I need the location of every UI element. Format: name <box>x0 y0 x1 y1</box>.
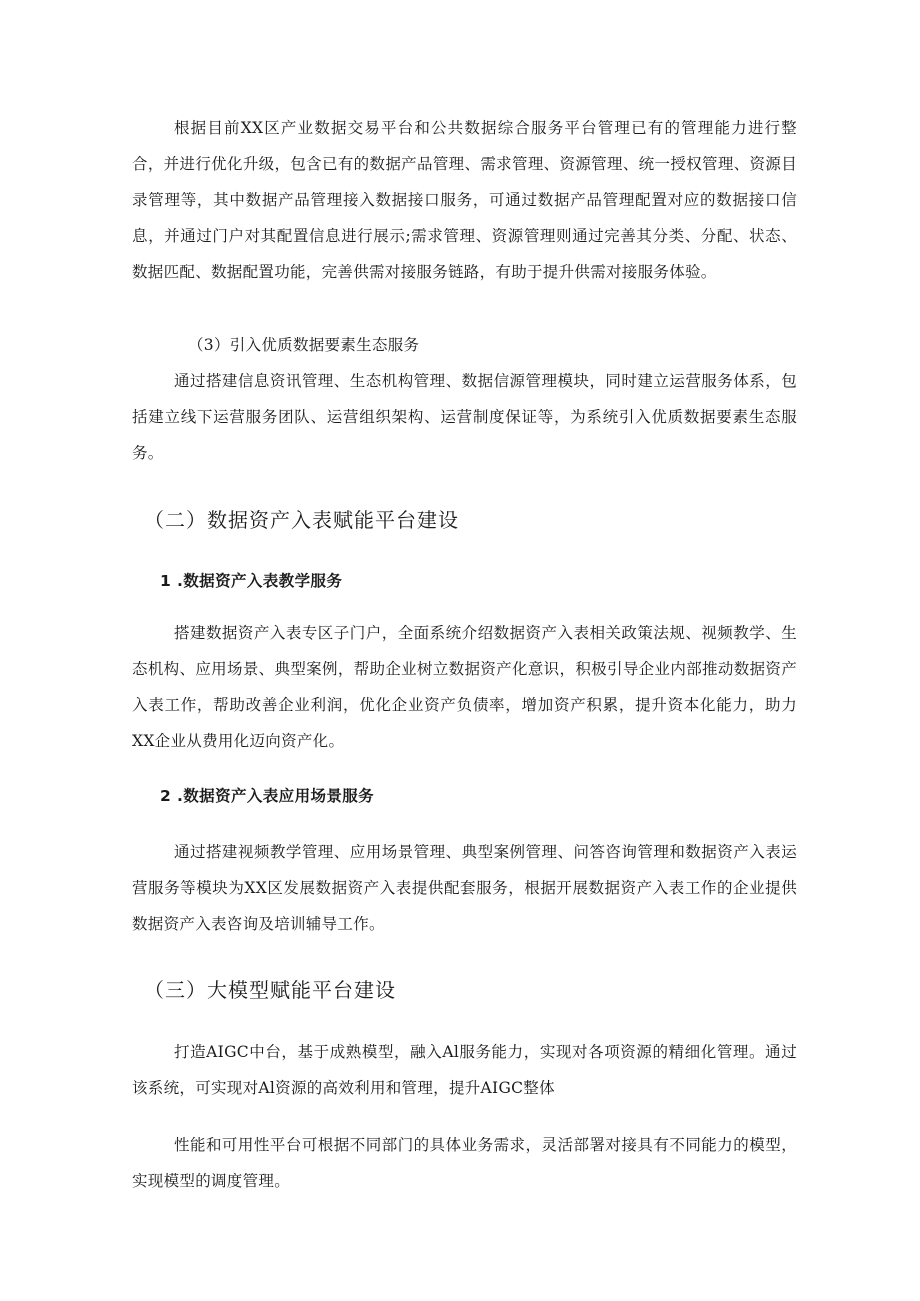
paragraph-platform-integration: 根据目前XX区产业数据交易平台和公共数据综合服务平台管理已有的管理能力进行整合，并进行优化升级，包含已有的数据产品管理、需求管理、资源管理、统一授权管理、资源目录管理等，其中数据产品管理接入数据接口服务，可通过数据产品管理配置对应的数据接口信息，并通过门户对其配置信息进行展示;需求管理、资源管理则通过完善其分类、分配、状态、数据匹配、数据配置功能，完善供需对接服务链路，有助于提升供需对接服务体验。 <box>132 119 797 281</box>
paragraph-aigc-platform: 打造AIGC中台，基于成熟模型，融入Al服务能力，实现对各项资源的精细化管理。通过该系统，可实现对Al资源的高效利用和管理，提升AIGC整体 <box>132 1043 797 1097</box>
subheading-ecosystem-services: （3）引入优质数据要素生态服务 <box>188 336 420 354</box>
section-title-large-model-platform: （三）大模型赋能平台建设 <box>144 978 396 1002</box>
paragraph-application-scenarios: 通过搭建视频教学管理、应用场景管理、典型案例管理、问答咨询管理和数据资产入表运营服务等模块为XX区发展数据资产入表提供配套服务，根据开展数据资产入表工作的企业提供数据资产入表咨询及培训辅导工作。 <box>132 843 797 933</box>
paragraph-ecosystem-services: 通过搭建信息资讯管理、生态机构管理、数据信源管理模块，同时建立运营服务体系，包括建立线下运营服务团队、运营组织架构、运营制度保证等，为系统引入优质数据要素生态服务。 <box>132 372 797 462</box>
paragraph-model-scheduling: 性能和可用性平台可根据不同部门的具体业务需求，灵活部署对接具有不同能力的模型，实现模型的调度管理。 <box>132 1136 797 1190</box>
paragraph-teaching-service: 搭建数据资产入表专区子门户，全面系统介绍数据资产入表相关政策法规、视频教学、生态机构、应用场景、典型案例，帮助企业树立数据资产化意识，积极引导企业内部推动数据资产入表工作，帮助改善企业利润，优化企业资产负债率，增加资产积累，提升资本化能力，助力XX企业从费用化迈向资产化。 <box>132 624 797 750</box>
item-title-application-scenarios: 2 .数据资产入表应用场景服务 <box>160 787 375 805</box>
item-title-teaching-service: 1 .数据资产入表教学服务 <box>160 572 343 590</box>
section-title-data-asset-platform: （二）数据资产入表赋能平台建设 <box>144 508 459 532</box>
